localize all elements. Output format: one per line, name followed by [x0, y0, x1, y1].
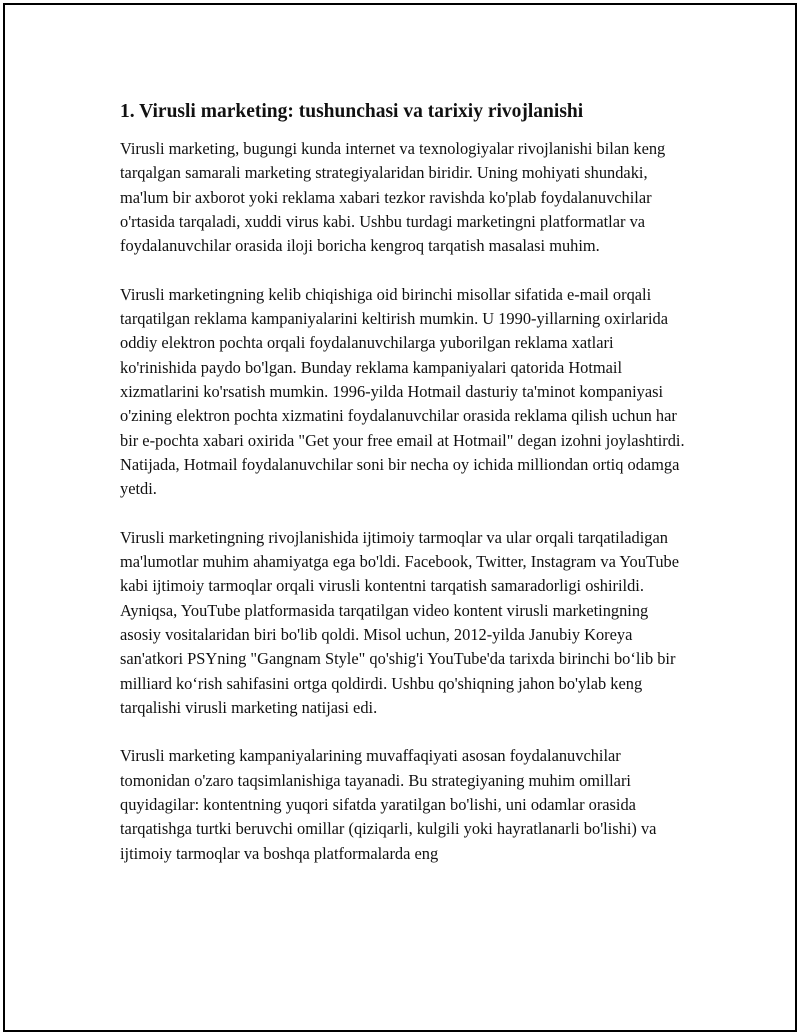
paragraph-social-networks: Virusli marketingning rivojlanishida ijtimoiy tarmoqlar va ular orqali tarqatiladigan ma'lumotlar muhim ahamiyatga ega bo'ldi. Facebook, Twitter, Instagram va YouTube kabi ijtimoiy tarmoqlar orqali virusli kontentni tarqatish samaradorligi oshirildi. Ayniqsa, YouTube platformasida tarqatilgan video kontent virusli marketingning asosiy vositalaridan biri bo'lib qoldi. Misol uchun, 2012-yilda Janubiy Koreya san'atkori PSYning "Gangnam Style" qo'shig'i YouTube'da tarixda birinchi bo‘lib bir milliard ko‘rish sahifasini ortga qoldirdi. Ushbu qo'shiqning jahon bo'ylab keng tarqalishi virusli marketing natijasi edi. [120, 527, 680, 717]
section-heading: 1. Virusli marketing: tushunchasi va tarixiy rivojlanishi [120, 101, 584, 122]
document-body [120, 98, 690, 890]
document-page [3, 3, 797, 1032]
paragraph-definition: Virusli marketing, bugungi kunda internet va texnologiyalar rivojlanishi bilan keng tarqalgan samarali marketing strategiyalaridan biridir. Uning mohiyati shundaki, ma'lum bir axborot yoki reklama xabari tezkor ravishda ko'plab foydalanuvchilar o'rtasida tarqaladi, xuddi virus kabi. Ushbu turdagi marketingni platformatlar va foydalanuvchilar orasida iloji boricha kengroq tarqatish masalasi muhim. [120, 139, 666, 256]
paragraph-email-origins: Virusli marketingning kelib chiqishiga oid birinchi misollar sifatida e-mail orqali tarqatilgan reklama kampaniyalarini keltirish mumkin. U 1990-yillarning oxirlarida oddiy elektron pochta orqali foydalanuvchilarga yuborilgan reklama xatlari ko'rinishida paydo bo'lgan. Bunday reklama kampaniyalari qatorida Hotmail xizmatlarini ko'rsatish mumkin. 1996-yilda Hotmail dasturiy ta'minot kompaniyasi o'zining elektron pochta xizmatini foydalanuvchilar orasida reklama qilish uchun har bir e-pochta xabari oxirida "Get your free email at Hotmail" degan izohni joylashtirdi. Natijada, Hotmail foydalanuvchilar soni bir necha oy ichida milliondan ortiq odamga yetdi. [120, 284, 685, 499]
paragraph-success-factors: Virusli marketing kampaniyalarining muvaffaqiyati asosan foydalanuvchilar tomonidan o'zaro taqsimlanishiga tayanadi. Bu strategiyaning muhim omillari quyidagilar: kontentning yuqori sifatda yaratilgan bo'lishi, uni odamlar orasida tarqatishga turtki beruvchi omillar (qiziqarli, kulgili yoki hayratlanarli bo'lishi) va ijtimoiy tarmoqlar va boshqa platformalarda eng [120, 746, 657, 863]
